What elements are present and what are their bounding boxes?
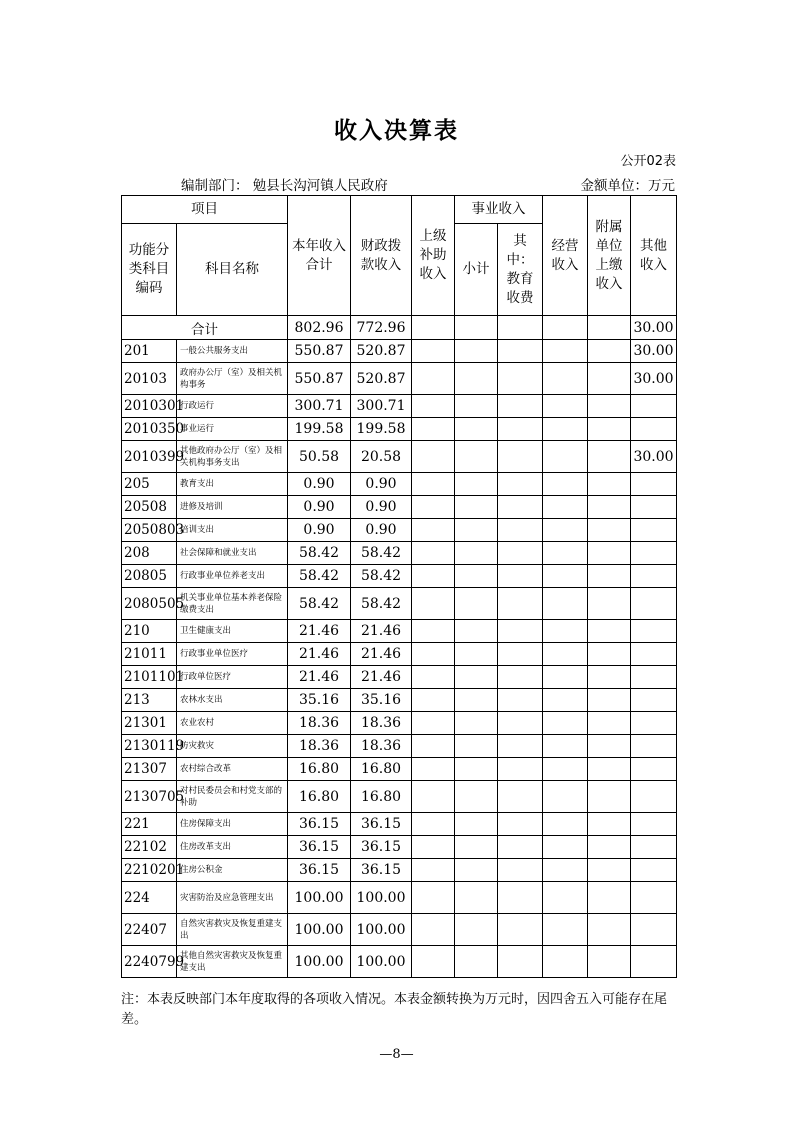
row-name: 行政单位医疗 [177,666,288,689]
table-row [122,496,677,519]
total-other: 30.00 [631,316,677,340]
row-other-income: 30.00 [631,363,677,395]
row-other-income [631,620,677,643]
form-number: 公开02表 [620,154,676,169]
table-row [122,712,677,735]
department-line [181,174,388,194]
row-name: 培训支出 [177,519,288,542]
department-label: 编制部门： [181,178,249,194]
row-fiscal-income: 0.90 [351,519,412,542]
row-name: 行政事业单位医疗 [177,643,288,666]
table-row [122,836,677,859]
table-row [122,363,677,395]
row-code: 2010301 [122,395,177,418]
row-fiscal-income: 58.42 [351,542,412,565]
table-row [122,519,677,542]
row-fiscal-income: 0.90 [351,473,412,496]
table-row [122,735,677,758]
row-total-income: 550.87 [288,340,351,363]
row-other-income [631,666,677,689]
row-other-income [631,758,677,781]
row-name: 对村民委员会和村党支部的补助 [177,781,288,813]
table-row [122,395,677,418]
row-fiscal-income: 16.80 [351,781,412,813]
table-row [122,859,677,882]
row-name: 住房保障支出 [177,813,288,836]
header-subtotal: 小计 [455,224,498,316]
row-total-income: 21.46 [288,643,351,666]
row-fiscal-income: 100.00 [351,882,412,914]
row-total-income: 16.80 [288,781,351,813]
table-row [122,914,677,946]
row-name: 其他自然灾害救灾及恢复重建支出 [177,946,288,978]
row-total-income: 100.00 [288,946,351,978]
row-other-income: 30.00 [631,340,677,363]
page-title: 收入决算表 [334,118,459,144]
row-code: 21301 [122,712,177,735]
row-name: 灾害防治及应急管理支出 [177,882,288,914]
row-name: 行政运行 [177,395,288,418]
row-code: 20103 [122,363,177,395]
row-code: 22407 [122,914,177,946]
row-name: 机关事业单位基本养老保险缴费支出 [177,588,288,620]
row-fiscal-income: 100.00 [351,914,412,946]
header-function-code: 功能分类科目编码 [122,224,177,316]
table-row [122,643,677,666]
table-row [122,758,677,781]
row-other-income [631,735,677,758]
row-total-income: 36.15 [288,859,351,882]
row-name: 社会保障和就业支出 [177,542,288,565]
row-total-income: 199.58 [288,418,351,441]
row-total-income: 58.42 [288,565,351,588]
row-total-income: 18.36 [288,735,351,758]
table-row [122,340,677,363]
row-code: 2010399 [122,441,177,473]
row-name: 住房改革支出 [177,836,288,859]
table-row [122,542,677,565]
row-name: 教育支出 [177,473,288,496]
table-row [122,689,677,712]
department-name: 勉县长沟河镇人民政府 [252,178,388,194]
header-subsidy-income: 上级补助收入 [412,196,455,316]
row-total-income: 0.90 [288,519,351,542]
row-fiscal-income: 20.58 [351,441,412,473]
row-other-income [631,519,677,542]
row-name: 住房公积金 [177,859,288,882]
header-affiliated-income: 附属单位上缴收入 [588,196,631,316]
row-name: 农村综合改革 [177,758,288,781]
row-code: 20805 [122,565,177,588]
income-table [121,195,677,978]
row-fiscal-income: 16.80 [351,758,412,781]
row-other-income [631,496,677,519]
header-other-income: 其他收入 [631,196,677,316]
row-code: 2050803 [122,519,177,542]
row-code: 208 [122,542,177,565]
row-name: 事业运行 [177,418,288,441]
total-fiscal: 772.96 [351,316,412,340]
row-fiscal-income: 36.15 [351,859,412,882]
row-other-income [631,859,677,882]
row-other-income [631,781,677,813]
row-name: 政府办公厅（室）及相关机构事务 [177,363,288,395]
row-code: 2130119 [122,735,177,758]
row-name: 自然灾害救灾及恢复重建支出 [177,914,288,946]
table-row [122,666,677,689]
row-fiscal-income: 35.16 [351,689,412,712]
row-total-income: 21.46 [288,666,351,689]
row-code: 213 [122,689,177,712]
row-fiscal-income: 199.58 [351,418,412,441]
amount-unit: 金额单位：万元 [580,178,675,194]
header-subject-name: 科目名称 [177,224,288,316]
row-other-income [631,813,677,836]
row-fiscal-income: 21.46 [351,643,412,666]
total-label: 合计 [122,316,288,340]
header-fiscal-income: 财政拨款收入 [351,196,412,316]
row-code: 205 [122,473,177,496]
row-other-income [631,542,677,565]
row-total-income: 300.71 [288,395,351,418]
row-total-income: 58.42 [288,588,351,620]
total-income: 802.96 [288,316,351,340]
row-fiscal-income: 21.46 [351,620,412,643]
row-total-income: 21.46 [288,620,351,643]
table-row [122,473,677,496]
row-code: 20508 [122,496,177,519]
row-total-income: 58.42 [288,542,351,565]
header-total-income: 本年收入合计 [288,196,351,316]
row-fiscal-income: 58.42 [351,565,412,588]
row-fiscal-income: 58.42 [351,588,412,620]
row-other-income [631,643,677,666]
row-other-income: 30.00 [631,441,677,473]
row-fiscal-income: 18.36 [351,712,412,735]
row-total-income: 0.90 [288,496,351,519]
row-total-income: 550.87 [288,363,351,395]
table-row [122,441,677,473]
row-code: 22102 [122,836,177,859]
row-fiscal-income: 100.00 [351,946,412,978]
header-operating-income: 经营收入 [543,196,588,316]
table-row [122,588,677,620]
row-other-income [631,712,677,735]
row-name: 农业农村 [177,712,288,735]
row-total-income: 100.00 [288,914,351,946]
row-other-income [631,395,677,418]
row-other-income [631,418,677,441]
table-row [122,565,677,588]
row-name: 一般公共服务支出 [177,340,288,363]
row-fiscal-income: 520.87 [351,340,412,363]
row-other-income [631,689,677,712]
row-other-income [631,565,677,588]
row-code: 2010350 [122,418,177,441]
row-other-income [631,836,677,859]
table-row [122,620,677,643]
row-fiscal-income: 18.36 [351,735,412,758]
row-total-income: 36.15 [288,836,351,859]
row-total-income: 16.80 [288,758,351,781]
row-total-income: 0.90 [288,473,351,496]
row-fiscal-income: 36.15 [351,836,412,859]
row-name: 其他政府办公厅（室）及相关机构事务支出 [177,441,288,473]
row-code: 2130705 [122,781,177,813]
row-total-income: 18.36 [288,712,351,735]
row-code: 224 [122,882,177,914]
row-total-income: 100.00 [288,882,351,914]
page-number: —8— [379,1047,414,1062]
table-row [122,882,677,914]
row-fiscal-income: 520.87 [351,363,412,395]
row-code: 2240799 [122,946,177,978]
row-total-income: 50.58 [288,441,351,473]
row-code: 201 [122,340,177,363]
row-total-income: 35.16 [288,689,351,712]
row-fiscal-income: 0.90 [351,496,412,519]
table-row [122,813,677,836]
table-row [122,418,677,441]
header-project: 项目 [122,196,288,224]
row-other-income [631,588,677,620]
row-code: 210 [122,620,177,643]
row-code: 2101101 [122,666,177,689]
total-row [122,316,677,340]
row-name: 防灾救灾 [177,735,288,758]
row-fiscal-income: 21.46 [351,666,412,689]
row-code: 2080505 [122,588,177,620]
header-education-fee: 其中：教育收费 [498,224,543,316]
row-code: 221 [122,813,177,836]
row-name: 进修及培训 [177,496,288,519]
header-business-income: 事业收入 [455,196,543,224]
row-code: 21307 [122,758,177,781]
row-other-income [631,914,677,946]
row-code: 21011 [122,643,177,666]
row-fiscal-income: 300.71 [351,395,412,418]
row-name: 农林水支出 [177,689,288,712]
table-note: 注：本表反映部门本年度取得的各项收入情况。本表金额转换为万元时，因四舍五入可能存在尾差。 [121,992,668,1027]
row-other-income [631,882,677,914]
row-fiscal-income: 36.15 [351,813,412,836]
row-other-income [631,473,677,496]
table-row [122,781,677,813]
row-other-income [631,946,677,978]
row-code: 2210201 [122,859,177,882]
row-name: 卫生健康支出 [177,620,288,643]
row-name: 行政事业单位养老支出 [177,565,288,588]
table-row [122,946,677,978]
row-total-income: 36.15 [288,813,351,836]
